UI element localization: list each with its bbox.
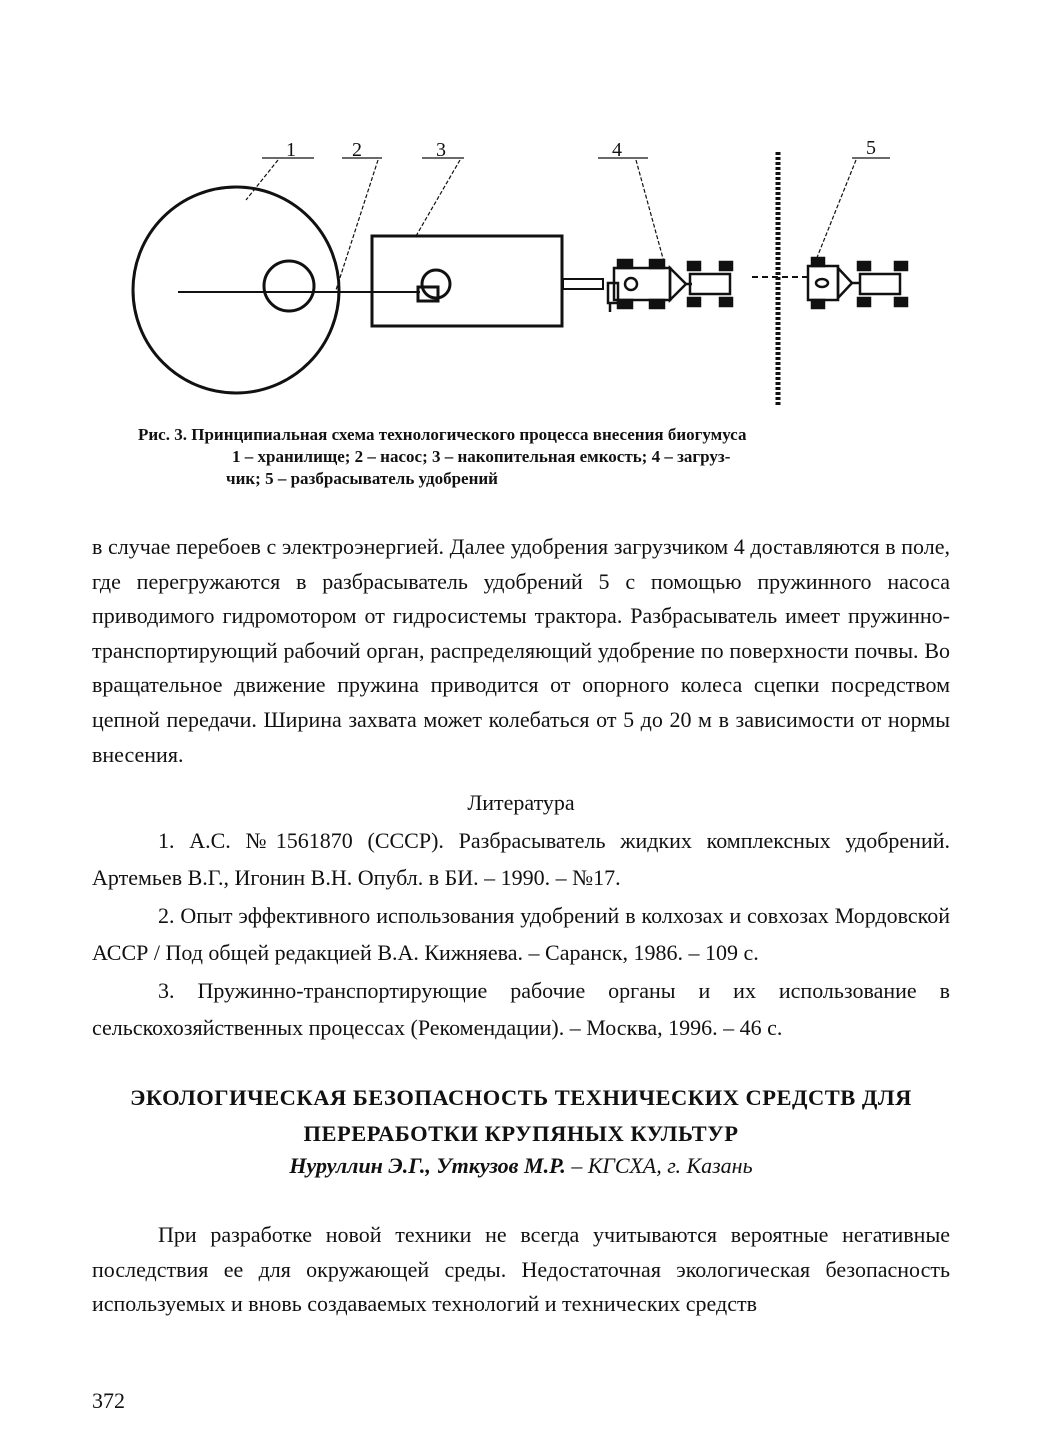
label-3: 3 [436, 139, 446, 161]
article-title-line-1: ЭКОЛОГИЧЕСКАЯ БЕЗОПАСНОСТЬ ТЕХНИЧЕСКИХ СРЕДСТВ ДЛЯ [130, 1085, 912, 1110]
article-title [92, 1080, 950, 1152]
label-4: 4 [612, 139, 622, 161]
leader-line-5 [816, 160, 856, 260]
spreader-vehicle [808, 258, 907, 308]
article-authors [92, 1153, 950, 1179]
article-title-line-2: ПЕРЕРАБОТКИ КРУПЯНЫХ КУЛЬТУР [303, 1121, 739, 1146]
article-paragraph: При разработке новой техники не всегда учитываются вероятные негативные последствия ее для окружающей среды. Недостаточная экологическая безопасность используемых и вновь создаваемых технологий и технических средств [92, 1222, 950, 1317]
body-paragraph: в случае перебоев с электроэнергией. Далее удобрения загрузчиком 4 доставляются в поле, где перегружаются в разбрасыватель удобрений 5 с помощью пружинного насоса приводимого гидромотором от гидросистемы трактора. Разбрасыватель имеет пружинно-транспортирующий рабочий орган, распределяющий удобрение по поверхности почвы. Во вращательное движение пружина приводится от опорного колеса сцепки посредством цепной передачи. Ширина захвата может колебаться от 5 до 20 м в зависимости от нормы внесения. [92, 534, 950, 767]
figure-caption [138, 424, 938, 490]
author-affiliation: – КГСХА, г. Казань [565, 1153, 753, 1178]
label-1: 1 [286, 139, 296, 161]
process-schematic-diagram [0, 0, 1064, 420]
storage-circle [133, 187, 339, 393]
leader-line-3 [416, 160, 460, 236]
reference-item: 3. Пружинно-транспортирующие рабочие органы и их использование в сельскохозяйственных процессах (Рекомендации). – Москва, 1996. – 46 с. [92, 978, 950, 1040]
storage-inner-circle [264, 261, 314, 311]
literature-heading: Литература [467, 790, 575, 815]
caption-line-3: чик; 5 – разбрасыватель удобрений [226, 469, 498, 488]
label-2: 2 [352, 139, 362, 161]
accumulating-tank [372, 236, 562, 326]
reference-item: 2. Опыт эффективного использования удобрений в колхозах и совхозах Мордовской АССР / Под общей редакцией В.А. Кижняева. – Саранск, 1986. – 109 с. [92, 903, 950, 965]
leader-line-4 [636, 160, 664, 262]
page-number: 372 [92, 1388, 125, 1413]
pump-circle [422, 270, 450, 298]
reference-item: 1. А.С. №1561870 (СССР). Разбрасыватель жидких комплексных удобрений. Артемьев В.Г., Игонин В.Н. Опубл. в БИ. – 1990. – №17. [92, 828, 950, 890]
caption-line-1: Рис. 3. Принципиальная схема технологического процесса внесения биогумуса [138, 425, 747, 444]
outlet-pipe [563, 279, 603, 289]
loader-vehicle [608, 260, 732, 312]
author-names: Нуруллин Э.Г., Уткузов М.Р. [289, 1153, 566, 1178]
caption-line-2: 1 – хранилище; 2 – насос; 3 – накопительная емкость; 4 – загруз- [232, 447, 731, 466]
label-5: 5 [866, 137, 876, 159]
